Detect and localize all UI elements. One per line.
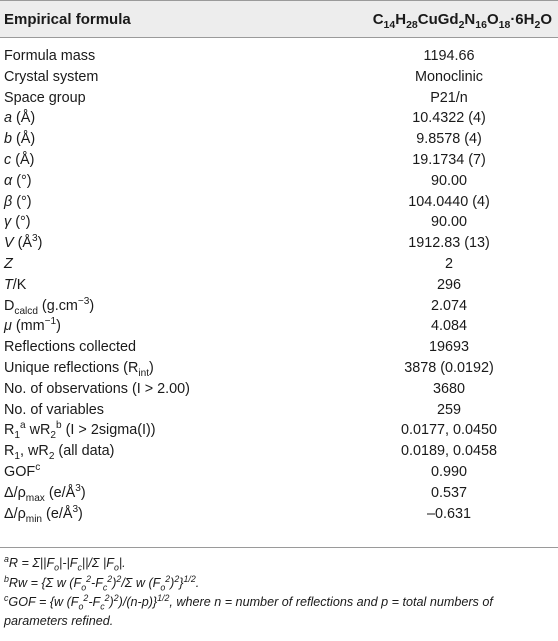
row-label: Unique reflections $(R_{int})$ (4, 359, 154, 379)
table-row (0, 316, 558, 337)
row-value: 259 (436, 401, 461, 418)
table-row (0, 483, 558, 504)
table-row (0, 254, 558, 275)
row-label: T/K (4, 276, 27, 293)
table-row (0, 129, 558, 150)
table-row (0, 420, 558, 441)
table-footnotes (4, 553, 554, 631)
table-row (0, 358, 558, 379)
row-label: γ (°) (4, 214, 31, 231)
header-label: Empirical formula (4, 11, 131, 28)
row-label: No. of observations (I > 2.00) (4, 380, 190, 397)
row-label: $R_1$, $wR_2$ (all data) (4, 443, 115, 463)
row-label: GOF$^c$ (4, 462, 41, 480)
table-row (0, 462, 558, 483)
row-label: Crystal system (4, 68, 99, 85)
table-row (0, 233, 558, 254)
row-value: 0.0177, 0.0450 (400, 422, 498, 439)
row-value: 1912.83 (13) (408, 235, 490, 252)
row-value: 90.00 (430, 214, 467, 231)
table-row (0, 275, 558, 296)
row-label: Z (4, 255, 13, 272)
footnote-c: $^c$GOF = {w $(F_o^2-F_c^2)^2)/(n-p)\}^{1/2}$, where n = number of reflections and p = total numbers of parameters refined. (4, 592, 493, 628)
table-row (0, 379, 558, 400)
row-value: 19693 (428, 339, 470, 356)
row-label: a (Å) (4, 110, 36, 127)
row-value: –0.631 (426, 505, 471, 522)
row-value: 0.0189, 0.0458 (400, 443, 498, 460)
table-row (0, 212, 558, 233)
row-label: Reflections collected (4, 339, 136, 356)
table-row (0, 504, 558, 525)
row-label: $\Delta/\rho_{max}$ $(e/Å^3)$ (4, 482, 86, 504)
table-row (0, 441, 558, 462)
table-row (0, 171, 558, 192)
row-label: Space group (4, 89, 86, 106)
row-value: 1194.66 (423, 48, 475, 64)
row-label: Formula mass (4, 48, 96, 64)
table-row (0, 400, 558, 421)
row-label: β (°) (4, 193, 32, 210)
table-row (0, 296, 558, 317)
table-row (0, 88, 558, 109)
table-row (0, 150, 558, 171)
row-label: c (Å) (4, 151, 35, 168)
footnote-b: $^b$Rw = {Σ w $(F_o^2-F_c^2)^2/\Sigma$ w $(F_o^2)^2\}^{1/2}$. (4, 573, 200, 593)
table-row (0, 108, 558, 129)
table-row (0, 46, 558, 67)
row-value: 0.537 (430, 484, 467, 501)
row-value: 0.990 (430, 463, 467, 480)
row-value: Monoclinic (415, 68, 483, 85)
row-label: α (°) (4, 172, 32, 189)
row-label: $R_1^a$ $wR_2^b$ (I > 2sigma(I)) (4, 420, 156, 442)
table-bottom-rule (0, 547, 558, 548)
row-value: 10.4322 (4) (412, 110, 486, 127)
row-value: 2.074 (430, 297, 467, 314)
row-value: 9.8578 (4) (416, 131, 482, 148)
table-body (0, 46, 558, 524)
table-row (0, 67, 558, 88)
row-value: 3878 (0.0192) (404, 359, 494, 376)
table-row (0, 337, 558, 358)
row-value: 3680 (432, 380, 465, 397)
row-label: $\Delta/\rho_{min}$ $(e/Å^3)$ (4, 503, 83, 525)
row-label: V $(Å^3)$ (4, 233, 43, 252)
row-value: 2 (444, 255, 453, 272)
row-value: P21/n (430, 89, 468, 106)
row-value: 90.00 (430, 172, 467, 189)
row-value: 19.1734 (7) (412, 151, 486, 168)
row-value: 296 (436, 276, 461, 293)
row-label: b (Å) (4, 131, 36, 148)
footnote-a: $^aR = \Sigma||F_o|-|F_c||/\Sigma$ $|F_o|$. (4, 553, 126, 573)
row-value: 104.0440 (4) (408, 193, 490, 210)
row-label: μ $(mm^{-1})$ (4, 316, 61, 335)
row-label: $D_{calcd}$ $(g.cm^{-3})$ (4, 295, 95, 317)
header-formula: $C_{14}H_{28}CuGd_2N_{16}O_{18}\cdot 6H_2O$ (372, 11, 552, 31)
table-header (0, 0, 558, 38)
row-value: 4.084 (430, 318, 467, 335)
table-row (0, 192, 558, 213)
row-label: No. of variables (4, 401, 104, 418)
